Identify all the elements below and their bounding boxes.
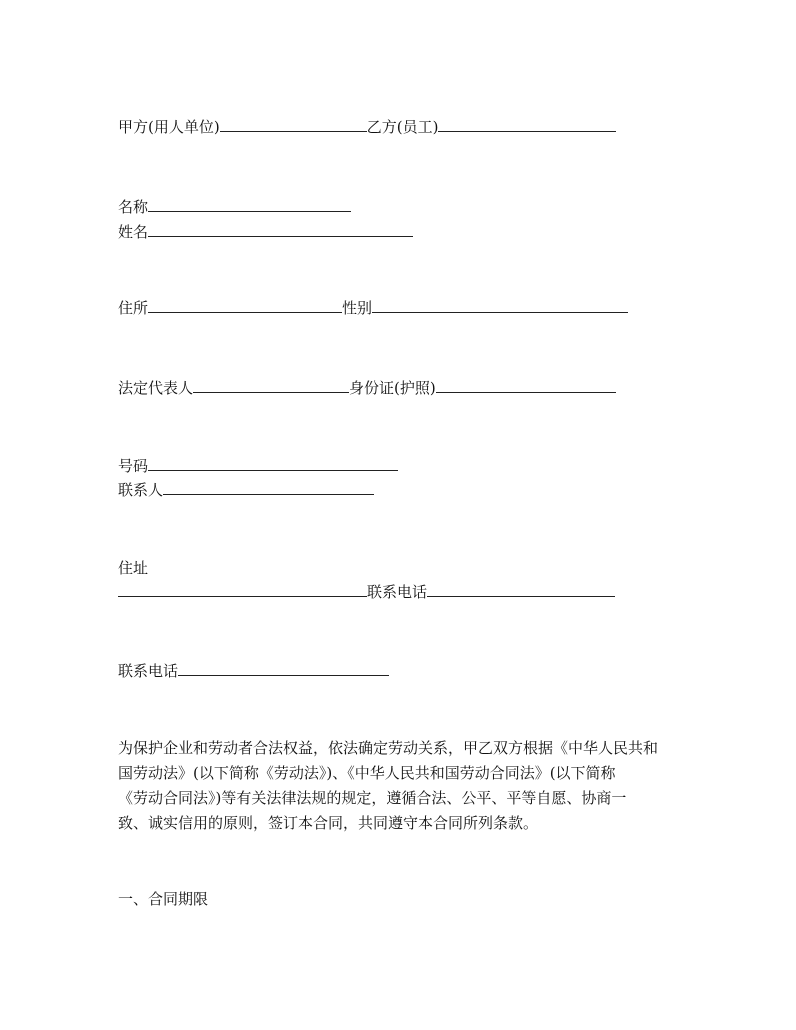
id-label: 身份证(护照) <box>349 379 436 397</box>
gender-blank[interactable] <box>372 298 628 313</box>
person-name-row <box>118 222 413 242</box>
party-a-label: 甲方(用人单位) <box>118 118 220 136</box>
person-name-label: 姓名 <box>118 223 149 241</box>
legal-rep-blank[interactable] <box>193 378 349 393</box>
preamble-paragraph <box>118 736 698 836</box>
domicile-row <box>118 298 628 318</box>
domicile-blank[interactable] <box>148 298 342 313</box>
contact-phone-row <box>118 661 389 681</box>
party-a-blank[interactable] <box>220 117 367 132</box>
party-b-blank[interactable] <box>438 117 616 132</box>
domicile-label: 住所 <box>118 299 149 317</box>
contact-person-blank[interactable] <box>163 480 374 495</box>
party-b-label: 乙方(员工) <box>366 118 439 136</box>
address-row <box>118 558 148 578</box>
legal-rep-label: 法定代表人 <box>118 379 194 397</box>
address-label: 住址 <box>118 559 149 577</box>
number-blank[interactable] <box>148 456 398 471</box>
contact-phone-label-2: 联系电话 <box>118 662 179 680</box>
name-label: 名称 <box>118 198 149 216</box>
number-label: 号码 <box>118 457 149 475</box>
preamble-line: 为保护企业和劳动者合法权益，依法确定劳动关系，甲乙双方根据《中华人民共和 <box>118 739 659 757</box>
preamble-line: 国劳动法》(以下简称《劳动法》)、《中华人民共和国劳动合同法》(以下简称 <box>118 764 616 782</box>
contact-phone-label: 联系电话 <box>367 583 428 601</box>
id-blank[interactable] <box>436 378 616 393</box>
contact-phone-blank-2[interactable] <box>178 661 389 676</box>
id-number-row <box>118 456 398 476</box>
legal-rep-row <box>118 378 616 398</box>
gender-label: 性别 <box>342 299 373 317</box>
preamble-line: 致、诚实信用的原则，签订本合同，共同遵守本合同所列条款。 <box>118 814 539 832</box>
contact-person-label: 联系人 <box>118 481 164 499</box>
name-blank[interactable] <box>148 197 351 212</box>
address-phone-row <box>118 582 615 602</box>
party-row <box>118 117 616 137</box>
section-heading: 一、合同期限 <box>118 890 209 908</box>
contact-person-row <box>118 480 374 500</box>
preamble-line: 《劳动合同法》)等有关法律法规的规定，遵循合法、公平、平等自愿、协商一 <box>118 789 627 807</box>
address-blank[interactable] <box>118 582 367 597</box>
person-name-blank[interactable] <box>148 222 413 237</box>
company-name-row <box>118 197 351 217</box>
contact-phone-blank[interactable] <box>427 582 615 597</box>
